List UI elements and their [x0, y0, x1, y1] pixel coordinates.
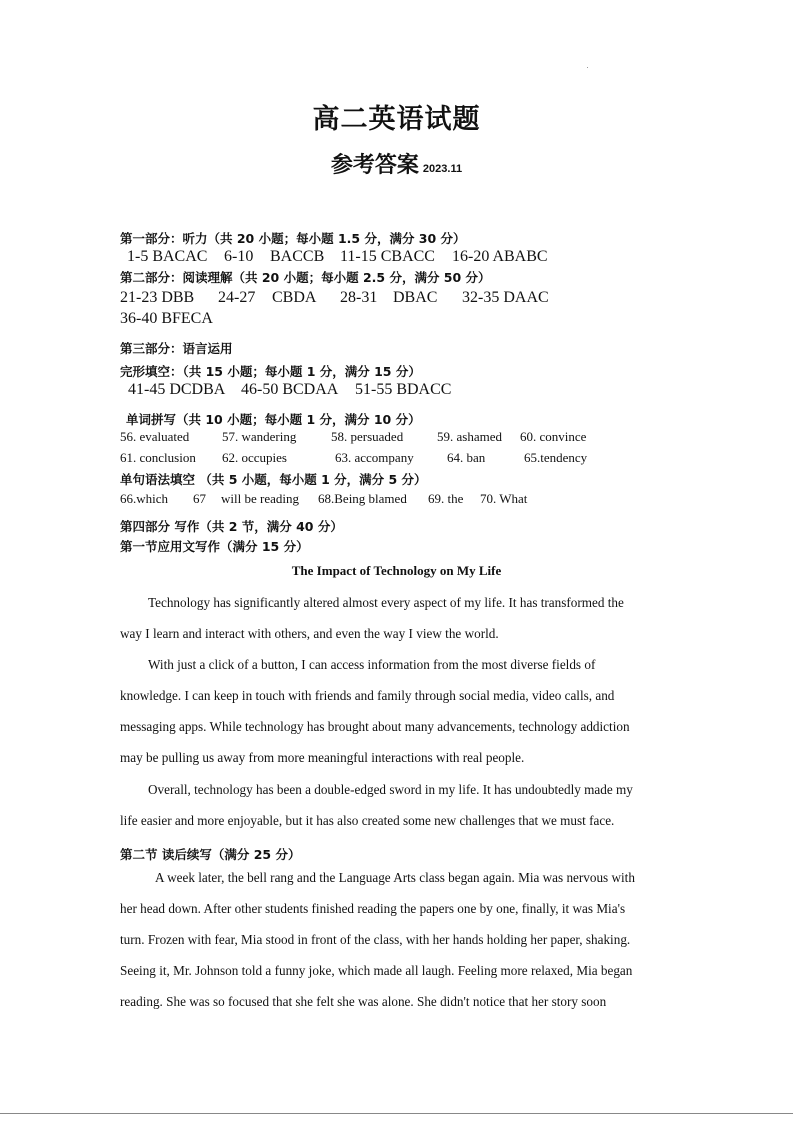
- subtitle-text: 参考答案: [330, 152, 419, 178]
- answer: 67: [193, 491, 206, 506]
- answer: 66.which: [120, 491, 169, 506]
- answer: 6-10: [224, 248, 254, 265]
- spelling-heading: 单词拼写（共 10 小题；每小题 1 分，满分 10 分）: [126, 412, 421, 427]
- part3-heading: 第三部分：语言运用: [120, 341, 233, 356]
- answer: 69. the: [428, 491, 464, 506]
- answer: 65.tendency: [524, 450, 588, 465]
- answer: 62. occupies: [222, 450, 287, 465]
- answer: 46-50 BCDAA: [241, 381, 339, 398]
- section1-heading: 第一节应用文写作（满分 15 分）: [120, 539, 309, 554]
- answer: 64. ban: [447, 450, 486, 465]
- answer: 68.Being blamed: [318, 491, 407, 506]
- answer: 56. evaluated: [120, 429, 190, 444]
- answer: BACCB: [270, 248, 325, 265]
- continuation-line: Seeing it, Mr. Johnson told a funny joke, which made all laugh. Feeling more relaxed, Mia began: [120, 963, 633, 978]
- essay-line: Overall, technology has been a double-edged sword in my life. It has undoubtedly made my: [148, 782, 633, 797]
- essay-line: With just a click of a button, I can access information from the most diverse fields of: [148, 657, 596, 672]
- answer: 59. ashamed: [437, 429, 502, 444]
- part2-heading: 第二部分：阅读理解（共 20 小题；每小题 2.5 分，满分 50 分）: [120, 270, 491, 285]
- answer: 63. accompany: [335, 450, 414, 465]
- continuation-line: turn. Frozen with fear, Mia stood in front of the class, with her hands holding her paper, shaking.: [120, 932, 631, 947]
- answer: 57. wandering: [222, 429, 297, 444]
- answer: will be reading: [221, 491, 299, 506]
- essay-line: life easier and more enjoyable, but it has also created some new challenges that we must face.: [120, 813, 615, 828]
- continuation-line: A week later, the bell rang and the Language Arts class began again. Mia was nervous with: [155, 870, 635, 885]
- part4-heading: 第四部分 写作（共 2 节，满分 40 分）: [120, 519, 343, 534]
- essay-line: messaging apps. While technology has brought about many advancements, technology addiction: [120, 719, 630, 734]
- page-title: 高二英语试题: [312, 104, 481, 135]
- page-subtitle: [0, 148, 793, 179]
- answer: 60. convince: [520, 429, 587, 444]
- answer: 51-55 BDACC: [355, 381, 452, 398]
- essay-title: The Impact of Technology on My Life: [291, 563, 502, 578]
- answer: 24-27: [218, 289, 256, 306]
- answer: 11-15 CBACC: [340, 248, 435, 265]
- page-bottom-divider: [0, 1113, 793, 1114]
- answer: DBAC: [393, 289, 438, 306]
- answer: 36-40 BFECA: [120, 310, 213, 327]
- continuation-line: her head down. After other students finished reading the papers one by one, finally, it was Mia's: [120, 901, 626, 916]
- answer: 1-5 BACAC: [127, 248, 208, 265]
- answer: 32-35 DAAC: [462, 289, 549, 306]
- answer: 16-20 ABABC: [452, 248, 548, 265]
- cloze-heading: 完形填空：（共 15 小题；每小题 1 分，满分 15 分）: [120, 364, 421, 379]
- answer: 58. persuaded: [331, 429, 404, 444]
- scan-dot: [587, 67, 588, 68]
- grammar-heading: 单句语法填空 （共 5 小题，每小题 1 分，满分 5 分）: [120, 472, 427, 487]
- essay-line: way I learn and interact with others, and even the way I view the world.: [120, 626, 499, 641]
- essay-line: knowledge. I can keep in touch with friends and family through social media, video calls, and: [120, 688, 615, 703]
- answer: 61. conclusion: [120, 450, 196, 465]
- section2-heading: 第二节 读后续写（满分 25 分）: [120, 847, 301, 862]
- essay-line: may be pulling us away from more meaningful interactions with real people.: [120, 750, 525, 765]
- continuation-line: reading. She was so focused that she felt she was alone. She didn't notice that her story soon: [120, 994, 607, 1009]
- essay-line: Technology has significantly altered almost every aspect of my life. It has transformed the: [148, 595, 624, 610]
- answer: CBDA: [272, 289, 317, 306]
- exam-date: 2023.11: [422, 163, 463, 175]
- answer: 28-31: [340, 289, 378, 306]
- part1-heading: 第一部分：听力（共 20 小题；每小题 1.5 分，满分 30 分）: [120, 231, 466, 246]
- answer: 41-45 DCDBA: [128, 381, 226, 398]
- answer: 21-23 DBB: [120, 289, 195, 306]
- answer: 70. What: [480, 491, 528, 506]
